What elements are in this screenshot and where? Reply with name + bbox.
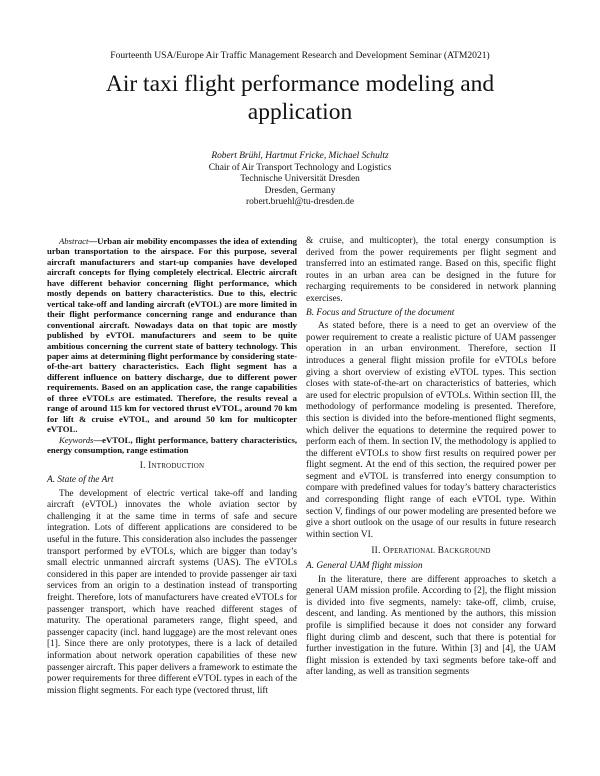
paragraph-uam-mission: In the literature, there are different approaches to sketch a general UAM mission profile. According to [2], the flight mission is divided into five segments, namely: take-off, climb, cruise, descent, and landing. As mentioned by the authors, this mission profile is simplified because it does not consider any forward flight during climb and descent, such that there is potential for further investigation in the future. Within [3] and [4], the UAM flight mission is extended by taxi segments before take-off and after landing, as well as transition segments bbox=[306, 574, 556, 678]
section-heading-operational-background: II. Operational Background bbox=[371, 546, 491, 557]
keywords-text: —eVTOL, flight performance, battery characteristics, energy consumption, range estimation bbox=[47, 434, 297, 456]
subsection-heading-state-of-art: A. State of the Art bbox=[47, 475, 114, 486]
keywords bbox=[47, 435, 297, 456]
keywords-label: Keywords bbox=[59, 434, 94, 445]
abstract-text: —Urban air mobility encompasses the idea of extending urban transportation to the airspace. For this purpose, several aircraft manufacturers and start-up companies have developed aircraft concepts for flying completely electrical. Electric aircraft have different behavior concerning flight performance, which mostly depends on battery characteristics. Due to this, electric vertical take-off and landing aircraft (eVTOL) are more limited in their flight performance concerning range and endurance than conventional aircraft. Nowadays data on that topic are mostly published by eVTOL manufacturers and seem to be quite ambitious concerning the current state of battery technology. This paper aims at determining flight performance by considering state-of-the-art battery characteristics. Each flight segment has a different influence on battery discharge, due to different power requirements. Based on an application case, the range capabilities of three eVTOLs are estimated. Therefore, the results reveal a range of around 115 km for vectored thrust eVTOL, around 70 km for lift & cruise eVTOL, and around 50 km for multicopter eVTOL. bbox=[47, 236, 297, 435]
title-line-2: application bbox=[247, 99, 353, 125]
abstract-label: Abstract bbox=[59, 236, 89, 246]
author-block bbox=[0, 151, 600, 209]
conference-header: Fourteenth USA/Europe Air Traffic Management Research and Development Seminar (ATM2021) bbox=[110, 50, 490, 61]
paragraph-focus: As stated before, there is a need to get an overview of the power requirement to create a realistic picture of UAM passenger operation in an urban environment. Therefore, section II introduces a general flight mission profile for eVTOLs before giving a short overview of existing eVTOL types. This section closes with state-of-the-art on characteristics of batteries, which are used for electric propulsion of eVTOLs. Within section III, the methodology of performance modeling is presented. Therefore, this section is divided into the before-mentioned flight segments, which deliver the equations to determine the required power to perform each of them. In section IV, the methodology is applied to the different eVTOLs to show first results on required power per flight segment. At the end of this section, the required power per segment and eVTOL is transferred into energy consumption to compare with predefined values for today’s battery characteristics and corresponding flight range of each eVTOL type. Within section V, findings of our power modeling are presented before we give a short outlook on the usage of our results in future research within section VI. bbox=[306, 321, 556, 540]
affiliation-university: Technische Universität Dresden bbox=[240, 174, 360, 185]
paragraph-intro-continued: & cruise, and multicopter), the total energy consumption is derived from the power requirements per flight segment and transferred into an estimated range. Based on this, specific flight routes in an urban area can be designed in the future for recharging requirements to be considered in network planning exercises. bbox=[306, 236, 556, 304]
left-column bbox=[47, 236, 297, 697]
title-line-1: Air taxi flight performance modeling and bbox=[105, 71, 495, 97]
author-names: Robert Brühl, Hartmut Fricke, Michael Schultz bbox=[211, 151, 389, 161]
section-heading-introduction: I. Introduction bbox=[139, 460, 205, 471]
paper-title bbox=[40, 70, 560, 126]
affiliation-chair: Chair of Air Transport Technology and Logistics bbox=[208, 162, 392, 173]
affiliation-city: Dresden, Germany bbox=[264, 185, 336, 196]
subsection-heading-uam-mission: A. General UAM flight mission bbox=[306, 561, 423, 572]
author-email[interactable]: robert.bruehl@tu-dresden.de bbox=[245, 197, 355, 208]
subsection-heading-focus: B. Focus and Structure of the document bbox=[306, 307, 455, 318]
right-column bbox=[306, 236, 556, 679]
abstract bbox=[47, 236, 297, 435]
paragraph-intro: The development of electric vertical take-off and landing aircraft (eVTOL) innovates the whole aviation sector by challenging it at the same time in terms of safe and secure integration. Lots of different applications are considered to be useful in the future. This consideration also includes the passenger transport performed by eVTOLs, which are bigger than today’s small electric unmanned aircraft systems (UAS). The eVTOLs considered in this paper are intended to provide passenger air taxi services from an origin to a destination instead of transporting freight. Therefore, lots of manufacturers have created eVTOLs for passenger transport, which have reached different stages of maturity. The operational parameters range, flight speed, and passenger capacity (incl. hand luggage) are the most relevant ones [1]. Since there are only prototypes, there is a lack of detailed information about network operation capabilities of these new passenger aircraft. This paper delivers a framework to estimate the power requirements for three different eVTOL types in each of the mission flight segments. For each type (vectored thrust, lift bbox=[47, 488, 297, 696]
